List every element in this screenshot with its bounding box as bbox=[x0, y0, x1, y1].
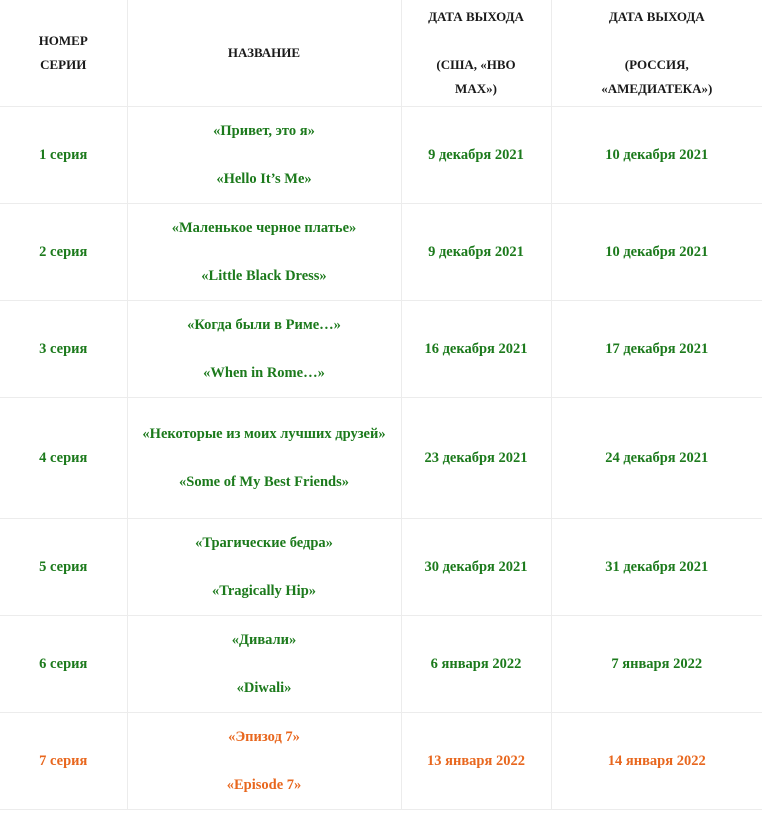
episode-title bbox=[127, 301, 401, 398]
episode-title-en: «Episode 7» bbox=[226, 777, 302, 793]
episode-release-ru bbox=[551, 519, 762, 616]
episode-number bbox=[0, 519, 127, 616]
episode-title-ru: «Некоторые из моих лучших друзей» bbox=[142, 426, 386, 442]
episode-number: 4 серия bbox=[39, 450, 88, 466]
episode-release-ru bbox=[551, 398, 762, 519]
header-title bbox=[127, 0, 401, 107]
episode-release-ru bbox=[551, 301, 762, 398]
episode-title bbox=[127, 616, 401, 713]
episode-number: 5 серия bbox=[39, 559, 88, 575]
episode-date-us: 9 декабря 2021 bbox=[428, 244, 524, 260]
episode-title-ru: «Дивали» bbox=[231, 632, 297, 648]
episode-row bbox=[0, 713, 762, 810]
episode-number bbox=[0, 398, 127, 519]
header-number-line1: НОМЕР bbox=[38, 33, 88, 48]
episode-date-us: 23 декабря 2021 bbox=[424, 450, 528, 466]
episode-row bbox=[0, 616, 762, 713]
episode-row bbox=[0, 519, 762, 616]
header-number-line2: СЕРИИ bbox=[40, 57, 87, 72]
episode-title-en: «Hello It’s Me» bbox=[216, 171, 312, 187]
episode-date-ru: 7 января 2022 bbox=[611, 656, 703, 672]
episode-title-en: «Tragically Hip» bbox=[211, 583, 317, 599]
episode-title bbox=[127, 713, 401, 810]
episode-number: 7 серия bbox=[39, 753, 88, 769]
episode-title-ru: «Когда были в Риме…» bbox=[187, 317, 341, 333]
header-ru-label: ДАТА ВЫХОДА bbox=[608, 9, 705, 24]
episode-date-ru: 10 декабря 2021 bbox=[605, 147, 709, 163]
episode-release-ru bbox=[551, 204, 762, 301]
episode-release-us bbox=[401, 107, 551, 204]
episode-release-ru bbox=[551, 713, 762, 810]
episode-title-ru: «Трагические бедра» bbox=[195, 535, 333, 551]
episode-date-ru: 10 декабря 2021 bbox=[605, 244, 709, 260]
episode-release-us bbox=[401, 713, 551, 810]
episode-number: 1 серия bbox=[39, 147, 88, 163]
episode-release-us bbox=[401, 616, 551, 713]
episode-title bbox=[127, 398, 401, 519]
episode-date-us: 16 декабря 2021 bbox=[424, 341, 528, 357]
episode-release-ru bbox=[551, 616, 762, 713]
header-us-label: ДАТА ВЫХОДА bbox=[428, 9, 524, 24]
episode-title bbox=[127, 519, 401, 616]
episode-release-us bbox=[401, 519, 551, 616]
episode-row bbox=[0, 398, 762, 519]
episode-date-us: 13 января 2022 bbox=[427, 753, 525, 769]
episode-title bbox=[127, 107, 401, 204]
episode-date-us: 30 декабря 2021 bbox=[424, 559, 528, 575]
header-release-us bbox=[401, 0, 551, 107]
episode-release-us bbox=[401, 301, 551, 398]
episode-date-ru: 31 декабря 2021 bbox=[605, 559, 709, 575]
episode-date-ru: 14 января 2022 bbox=[607, 753, 706, 769]
header-ru-sub1: (РОССИЯ, bbox=[624, 57, 689, 72]
header-ru-sub2: «АМЕДИАТЕКА») bbox=[601, 81, 713, 96]
episode-title-en: «Little Black Dress» bbox=[201, 268, 327, 284]
episode-number bbox=[0, 204, 127, 301]
episode-number bbox=[0, 301, 127, 398]
episode-number: 2 серия bbox=[39, 244, 88, 260]
episode-title bbox=[127, 204, 401, 301]
episode-number bbox=[0, 616, 127, 713]
episode-title-ru: «Привет, это я» bbox=[213, 123, 315, 139]
episode-release-us bbox=[401, 204, 551, 301]
episode-title-en: «Some of My Best Friends» bbox=[179, 474, 349, 490]
episode-title-ru: «Эпизод 7» bbox=[228, 729, 300, 745]
episode-release-us bbox=[401, 398, 551, 519]
header-episode-number bbox=[0, 0, 127, 107]
episode-number bbox=[0, 107, 127, 204]
episode-release-ru bbox=[551, 107, 762, 204]
header-row bbox=[0, 0, 762, 107]
header-title-label: НАЗВАНИЕ bbox=[227, 45, 301, 60]
episode-number: 6 серия bbox=[39, 656, 88, 672]
header-us-sub2: MAX») bbox=[455, 81, 497, 96]
episode-date-us: 6 января 2022 bbox=[430, 656, 522, 672]
episode-title-ru: «Маленькое черное платье» bbox=[171, 220, 357, 236]
header-us-sub1: (США, «HBO bbox=[436, 57, 516, 72]
episode-number: 3 серия bbox=[39, 341, 88, 357]
episode-row bbox=[0, 107, 762, 204]
episode-date-us: 9 декабря 2021 bbox=[428, 147, 524, 163]
episode-row bbox=[0, 204, 762, 301]
episode-row bbox=[0, 301, 762, 398]
episode-number bbox=[0, 713, 127, 810]
episode-date-ru: 24 декабря 2021 bbox=[605, 450, 709, 466]
episode-title-en: «When in Rome…» bbox=[203, 365, 325, 381]
header-release-ru bbox=[551, 0, 762, 107]
episode-date-ru: 17 декабря 2021 bbox=[605, 341, 709, 357]
episode-title-en: «Diwali» bbox=[236, 680, 292, 696]
